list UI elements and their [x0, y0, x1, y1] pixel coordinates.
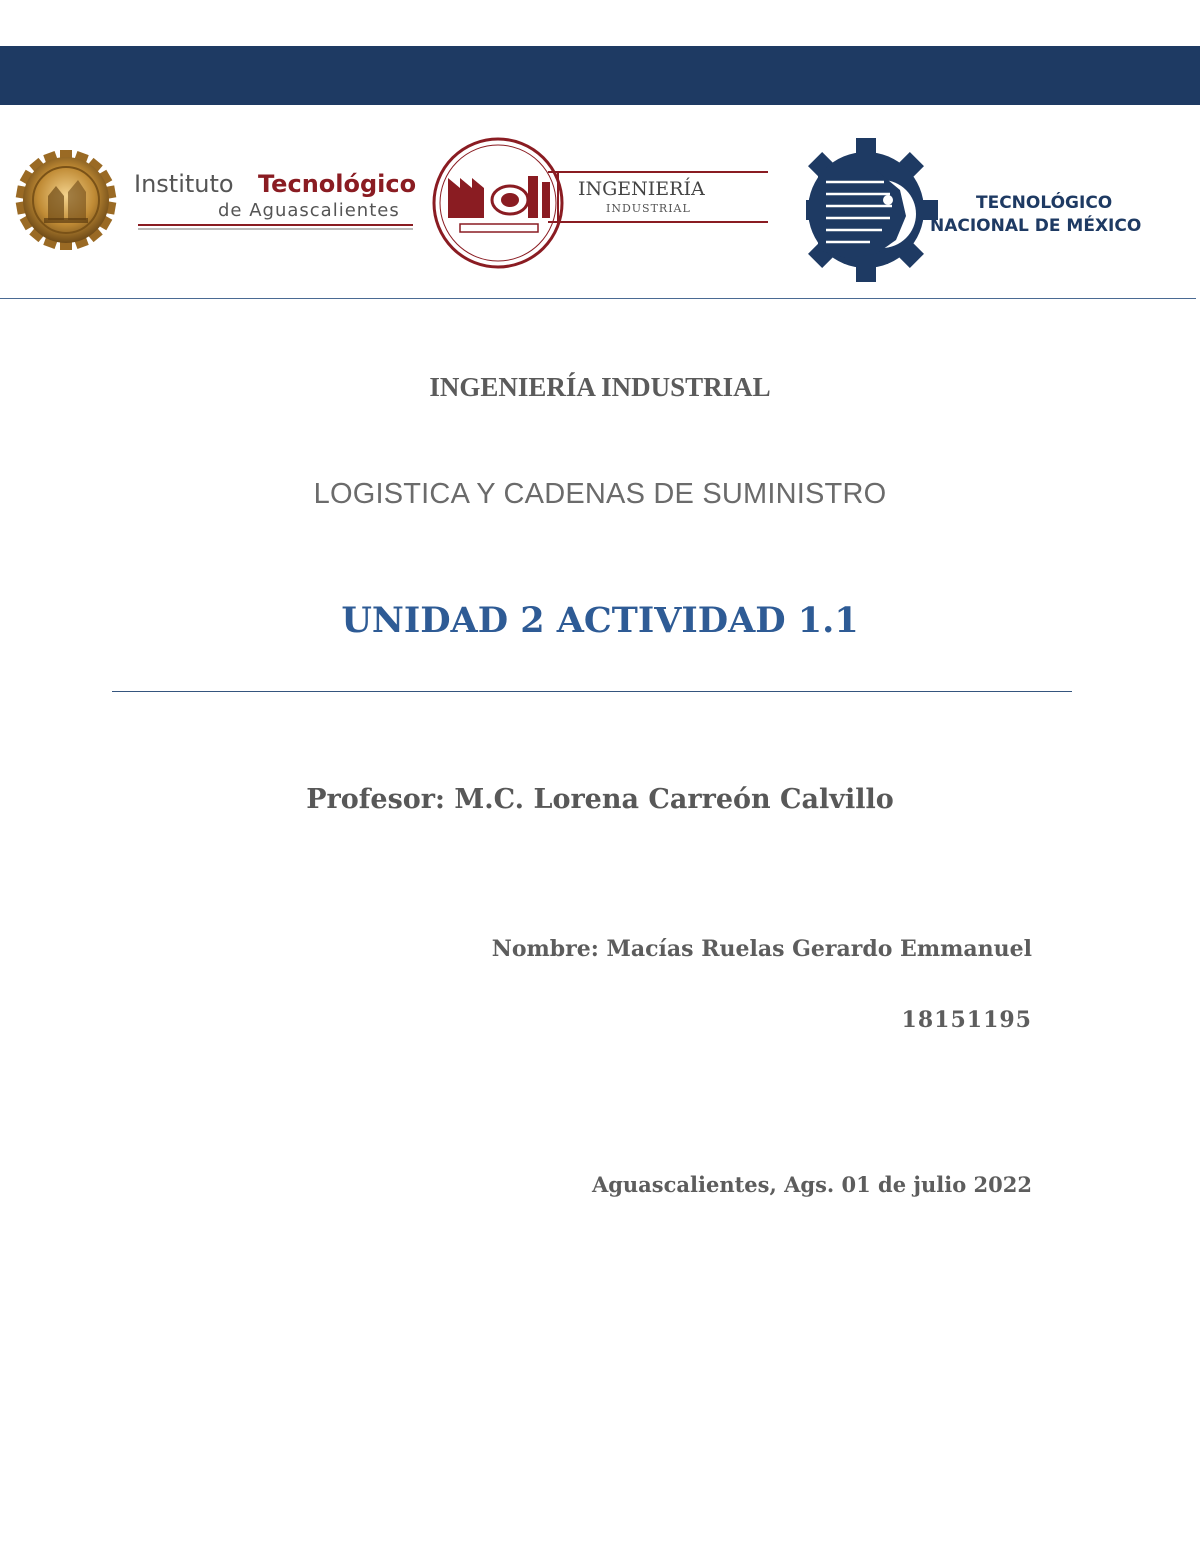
subject-title: LOGISTICA Y CADENAS DE SUMINISTRO [313, 478, 887, 510]
tecnm-logo-line2: NACIONAL DE MÉXICO [930, 216, 1142, 236]
ingenieria-industrial-icon [430, 136, 770, 272]
title-divider [112, 691, 1072, 692]
ita-logo-line2: de Aguascalientes [218, 200, 400, 221]
student-id: 18151195 [901, 1007, 1032, 1033]
ingenieria-logo-line2: INDUSTRIAL [606, 202, 691, 215]
career-title: INGENIERÍA INDUSTRIAL [429, 372, 771, 402]
ita-logo-line1-bold: Tecnológico [258, 170, 417, 198]
header-bar [0, 46, 1200, 105]
ingenieria-logo-line1: INGENIERÍA [578, 178, 705, 200]
tecnm-gear-icon [806, 136, 1146, 284]
place-date: Aguascalientes, Ags. 01 de julio 2022 [591, 1172, 1032, 1197]
ita-seal-icon [14, 148, 419, 253]
student-name: Nombre: Macías Ruelas Gerardo Emmanuel [491, 936, 1032, 962]
ita-logo [14, 148, 419, 253]
professor-line: Profesor: M.C. Lorena Carreón Calvillo [306, 784, 894, 815]
ita-logo-line1: Instituto [134, 170, 234, 198]
tecnm-logo-line1: TECNOLÓGICO [976, 193, 1113, 213]
activity-title: UNIDAD 2 ACTIVIDAD 1.1 [341, 600, 859, 641]
tecnm-logo [806, 136, 1146, 284]
header-divider [0, 298, 1196, 299]
ingenieria-industrial-logo [430, 136, 770, 272]
